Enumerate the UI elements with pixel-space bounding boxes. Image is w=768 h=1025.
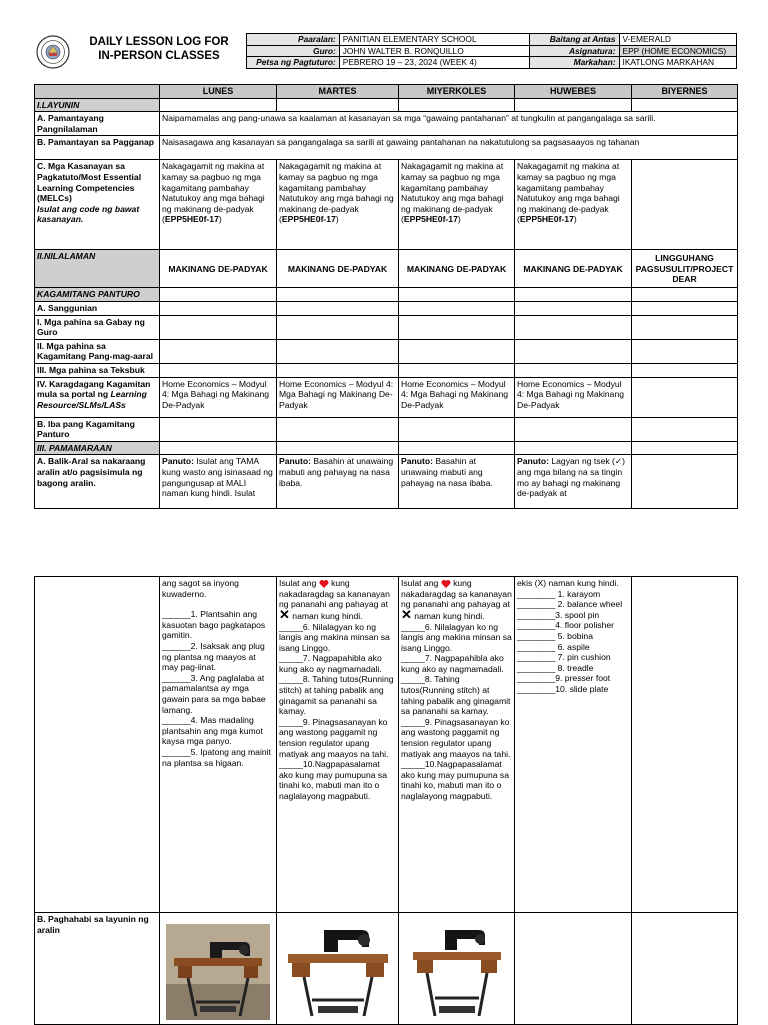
melc-biyernes [632, 160, 738, 250]
panuto-label: Panuto: [401, 456, 433, 467]
melc-text-b-span: Natutukoy ang mga bahagi ng makinang de-padyak ( [279, 193, 394, 225]
paaralan-label: Paaralan: [247, 34, 340, 46]
empty-cell [515, 339, 632, 363]
list-item: ________ 6. aspile [517, 641, 590, 652]
nilalaman-martes: MAKINANG DE-PADYAK [277, 250, 399, 288]
melc-text-b [517, 193, 629, 225]
melc-text-b [279, 193, 396, 225]
list-item: ________ 2. balance wheel [517, 599, 623, 610]
empty-cell [632, 913, 738, 1025]
teksbuk-label: III. Mga pahina sa Teksbuk [35, 363, 160, 377]
nilalaman-biyernes: LINGGUHANG PAGSUSULIT/PROJECT DEAR [632, 250, 738, 288]
empty-cell [277, 301, 399, 315]
layunin-label: I.LAYUNIN [35, 98, 160, 112]
melc-code: EPP5HE0f-17 [281, 214, 336, 225]
pamantayang-label: A. Pamantayang Pangnilalaman [35, 112, 160, 136]
row-pamamaraan [35, 441, 738, 455]
row-kagamitan [35, 288, 738, 302]
empty-cell [632, 288, 738, 302]
empty-cell [632, 577, 738, 913]
list-item: _____10.Nagpapasalamat ako kung may pumupuna sa tinahi ko, mabuti man ito o naglalayong magpabuti. [401, 759, 509, 802]
empty-cell [160, 441, 277, 455]
guro-label: Guro: [247, 45, 340, 57]
empty-cell [160, 98, 277, 112]
list-item: ______3. Ang paglalaba at pamamalantsa ay mga gawain para sa mga babae lamang. [162, 672, 266, 715]
naman-text: naman kung hindi. [292, 610, 363, 621]
empty-cell [632, 417, 738, 441]
melc-code: EPP5HE0f-17 [519, 214, 574, 225]
nilalaman-miyerkoles: MAKINANG DE-PADYAK [399, 250, 515, 288]
markahan-label: Markahan: [529, 57, 619, 69]
empty-cell [160, 339, 277, 363]
panuto-label: Panuto: [279, 456, 311, 467]
deped-seal-icon [36, 35, 70, 69]
row-balik-aral [35, 455, 738, 509]
list-item: _____8. Tahing tutos(Running stitch) at tahing pabalik ang ginagamit sa pananahi sa kamay. [401, 674, 511, 717]
day-huwebes: HUWEBES [515, 85, 632, 99]
activity-lunes [160, 577, 277, 913]
petsa-label: Petsa ng Pagtuturo: [247, 57, 340, 69]
empty-cell [515, 441, 632, 455]
empty-cell [632, 315, 738, 339]
list-item: ________9. presser foot [517, 673, 611, 684]
empty-cell [277, 339, 399, 363]
row-pagganap [35, 136, 738, 160]
document-title [74, 35, 244, 63]
list-item: ______1. Plantsahin ang kasuotan bago pagkatapos gamitin. [162, 609, 266, 641]
sanggunian-label: A. Sanggunian [35, 301, 160, 315]
empty-cell [632, 441, 738, 455]
paghahabi-martes [277, 913, 399, 1025]
naman-text: naman kung hindi. [414, 610, 485, 621]
empty-cell [399, 288, 515, 302]
list-item: ________ 8. treadle [517, 662, 594, 673]
nilalaman-lunes: MAKINANG DE-PADYAK [160, 250, 277, 288]
empty-cell [399, 339, 515, 363]
panuto-text: Basahin at unawaing mabuti ang pahayag na nasa ibaba. [279, 456, 394, 488]
markahan-value: IKATLONG MARKAHAN [619, 57, 737, 69]
heart-icon [319, 579, 329, 589]
isulat-text: Isulat ang [279, 578, 317, 588]
spacer [162, 599, 274, 609]
day-martes: MARTES [277, 85, 399, 99]
empty-cell [515, 98, 632, 112]
x-mark-icon: ✕ [401, 606, 412, 622]
melc-lunes [160, 160, 277, 250]
empty-cell [277, 288, 399, 302]
panuto-label: Panuto: [517, 456, 549, 467]
empty-cell [632, 455, 738, 509]
melc-close: ) [573, 214, 577, 225]
karagdagang-martes: Home Economics – Modyul 4: Mga Bahagi ng Makinang De-Padyak [277, 377, 399, 417]
karagdagang-miyerkoles: Home Economics – Modyul 4: Mga Bahagi ng Makinang De-Padyak [399, 377, 515, 417]
day-biyernes: BIYERNES [632, 85, 738, 99]
row-teksbuk [35, 363, 738, 377]
list-item: ________4. floor polisher [517, 620, 614, 631]
list-item: ________10. slide plate [517, 683, 609, 694]
empty-cell [515, 288, 632, 302]
balik-lunes [160, 455, 277, 509]
list-item: ________ 5. bobina [517, 630, 593, 641]
list-item: _____6. Nilalagyan ko ng langis ang makina minsan sa isang Linggo. [279, 621, 390, 653]
list-item: _____6. Nilalagyan ko ng langis ang makina minsan sa isang Linggo. [401, 621, 512, 653]
melc-close: ) [457, 214, 461, 225]
list-item: ______4. Mas madaling plantsahin ang mga kumot kaysa mga panyo. [162, 715, 263, 747]
pagganap-text: Naisasagawa ang kasanayan sa pangangalaga sa sarili at gawaing pantahanan na nakatutulong sa pagsasaayos ng tahanan [160, 136, 738, 160]
kagamitan-label: KAGAMITANG PANTURO [35, 288, 160, 302]
baitang-label: Baitang at Antas [529, 34, 619, 46]
melc-text-a: Nakagagamit ng makina at kamay sa pagbuo ng mga kagamitang pambahay [517, 161, 620, 193]
melc-text-b-span: Natutukoy ang mga bahagi ng makinang de-padyak ( [517, 193, 620, 225]
karagdagang-label-b: Learning Resource/SLMs/LASs [37, 389, 147, 410]
row-nilalaman [35, 250, 738, 288]
x-mark-icon: ✕ [279, 606, 290, 622]
baitang-value: V-EMERALD [619, 34, 737, 46]
empty-cell [399, 98, 515, 112]
lesson-log-header [34, 33, 737, 71]
melc-miyerkoles [399, 160, 515, 250]
empty-cell [277, 363, 399, 377]
melc-label: C. Mga Kasanayan sa Pagkatuto/Most Essential Learning Competencies (MELCs) [37, 161, 142, 204]
mon-intro: ang sagot sa inyong kuwaderno. [162, 578, 239, 599]
school-info-table [246, 33, 737, 69]
empty-cell [160, 301, 277, 315]
row-paghahabi [35, 913, 738, 1025]
asignatura-label: Asignatura: [529, 45, 619, 57]
melc-text-b-span: Natutukoy ang mga bahagi ng makinang de-padyak ( [401, 193, 504, 225]
empty-cell [632, 98, 738, 112]
melc-close: ) [335, 214, 339, 225]
pamantayang-text: Naipamamalas ang pang-unawa sa kaalaman at kasanayan sa mga “gawaing pantahanan” at tungkulin at pangangalaga sa sarili. [160, 112, 738, 136]
panuto-label: Panuto: [162, 456, 194, 467]
melc-label-cell [35, 160, 160, 250]
melc-martes [277, 160, 399, 250]
list-item: _____7. Nagpapahibla ako kung ako ay nagmamadali. [279, 653, 382, 674]
paaralan-value: PANITIAN ELEMENTARY SCHOOL [339, 34, 529, 46]
melc-text-b-span: Natutukoy ang mga bahagi ng makinang de-padyak ( [162, 193, 265, 225]
balik-huwebes [515, 455, 632, 509]
day-miyerkoles: MIYERKOLES [399, 85, 515, 99]
list-item: _____9. Pinagsasanayan ko ang wastong paggamit ng tension regulator upang matiyak ang maayos na tahi. [279, 716, 389, 759]
heart-icon [441, 579, 451, 589]
paghahabi-miyerkoles [399, 913, 515, 1025]
melc-close: ) [218, 214, 222, 225]
gabay-label: I. Mga pahina sa Gabay ng Guro [35, 315, 160, 339]
karagdagang-huwebes: Home Economics – Modyul 4: Mga Bahagi ng Makinang De-Padyak [515, 377, 632, 417]
asignatura-value: EPP (HOME ECONOMICS) [619, 45, 737, 57]
activity-huwebes [515, 577, 632, 913]
list-item: _____9. Pinagsasanayan ko ang wastong paggamit ng tension regulator upang matiyak ang maayos na tahi. [401, 716, 511, 759]
activity-miyerkoles [399, 577, 515, 913]
kagamitan-pahina-label: II. Mga pahina sa Kagamitang Pang-mag-aaral [35, 339, 160, 363]
empty-cell [399, 417, 515, 441]
kung-text: kung [331, 578, 350, 588]
empty-cell [515, 315, 632, 339]
empty-cell [515, 913, 632, 1025]
paghahabi-label: B. Paghahabi sa layunin ng aralin [35, 913, 160, 1025]
empty-cell [515, 363, 632, 377]
list-item: ______2. Isaksak ang plug ng plantsa ng maayos at may pag-iinat. [162, 640, 265, 673]
activity-martes [277, 577, 399, 913]
pagganap-label: B. Pamantayan sa Pagganap [35, 136, 160, 160]
empty-cell [632, 339, 738, 363]
pamamaraan-label: III. PAMAMARAAN [35, 441, 160, 455]
melc-text-a: Nakagagamit ng makina at kamay sa pagbuo ng mga kagamitang pambahay [162, 161, 265, 193]
paghahabi-lunes [160, 913, 277, 1025]
corner-cell [35, 85, 160, 99]
lesson-plan-table [34, 84, 738, 509]
list-item: ________3. spool pin [517, 609, 600, 620]
row-layunin [35, 98, 738, 112]
empty-cell [35, 577, 160, 913]
melc-text-a: Nakagagamit ng makina at kamay sa pagbuo ng mga kagamitang pambahay [401, 161, 504, 193]
balik-aral-label: A. Balik-Aral sa nakaraang aralin at/o pagsisimula ng bagong aralin. [35, 455, 160, 509]
list-item: ______5. Ipatong ang mainit na plantsa sa higaan. [162, 746, 271, 768]
row-sanggunian [35, 301, 738, 315]
melc-note: Isulat ang code ng bawat kasanayan. [37, 203, 140, 225]
intro-text: nakadaragdag sa kananayan ng pananahi ang pahayag at [401, 588, 512, 610]
karagdagang-label-a: IV. Karagdagang Kagamitan mula sa portal ng [37, 378, 151, 400]
list-item: _____10.Nagpapasalamat ako kung may pumupuna sa tinahi ko, mabuti man ito o naglalayong magpabuti. [279, 759, 387, 802]
empty-cell [277, 98, 399, 112]
tue-intro [279, 578, 396, 622]
isulat-text: Isulat ang [401, 578, 439, 588]
empty-cell [160, 417, 277, 441]
melc-text-a: Nakagagamit ng makina at kamay sa pagbuo ng mga kagamitang pambahay [279, 161, 382, 193]
row-kagamitan-pahina [35, 339, 738, 363]
empty-cell [399, 363, 515, 377]
empty-cell [515, 301, 632, 315]
list-item: _____7. Nagpapahibla ako kung ako ay nagmamadali. [401, 653, 504, 674]
empty-cell [160, 315, 277, 339]
panuto-text: Lagyan ng tsek (✓) ang mga bilang na sa tingin mo ay bahagi ng makinang de-padyak at [517, 456, 625, 499]
empty-cell [160, 288, 277, 302]
empty-cell [277, 315, 399, 339]
empty-cell [160, 363, 277, 377]
row-gabay [35, 315, 738, 339]
karagdagang-label [35, 377, 160, 417]
kung-text: kung [453, 578, 472, 588]
row-iba [35, 417, 738, 441]
day-lunes: LUNES [160, 85, 277, 99]
empty-cell [277, 441, 399, 455]
nilalaman-label: II.NILALAMAN [35, 250, 160, 288]
lesson-plan-table-continued [34, 576, 738, 1025]
row-melc [35, 160, 738, 250]
sewing-machine-image [166, 924, 270, 1020]
melc-text-b [162, 193, 274, 225]
list-item: ________ 1. karayom [517, 588, 601, 599]
melc-code: EPP5HE0f-17 [164, 214, 219, 225]
empty-cell [399, 441, 515, 455]
empty-cell [399, 315, 515, 339]
melc-text-b [401, 193, 512, 225]
empty-cell [632, 301, 738, 315]
empty-cell [632, 377, 738, 417]
petsa-value: PEBRERO 19 – 23, 2024 (WEEK 4) [339, 57, 529, 69]
empty-cell [632, 363, 738, 377]
title-line-2: IN-PERSON CLASSES [98, 50, 220, 62]
balik-martes [277, 455, 399, 509]
guro-value: JOHN WALTER B. RONQUILLO [339, 45, 529, 57]
intro-text: nakadaragdag sa kananayan ng pananahi ang pahayag at [279, 588, 390, 610]
panuto-text: Isulat ang TAMA kung wasto ang isinasaad ng pangungusap at MALI naman kung hindi. Isulat [162, 456, 273, 499]
melc-huwebes [515, 160, 632, 250]
title-line-1: DAILY LESSON LOG FOR [89, 36, 229, 48]
panuto-text: Basahin at unawaing mabuti ang pahayag na nasa ibaba. [401, 456, 493, 488]
sewing-machine-image [407, 924, 507, 1020]
melc-code: EPP5HE0f-17 [403, 214, 458, 225]
empty-cell [277, 417, 399, 441]
empty-cell [515, 417, 632, 441]
karagdagang-lunes: Home Economics – Modyul 4: Mga Bahagi ng Makinang De-Padyak [160, 377, 277, 417]
balik-miyerkoles [399, 455, 515, 509]
empty-cell [399, 301, 515, 315]
row-pamantayang [35, 112, 738, 136]
iba-label: B. Iba pang Kagamitang Panturo [35, 417, 160, 441]
sewing-machine-image [282, 924, 394, 1020]
list-item: ________ 7. pin cushion [517, 652, 611, 663]
day-header-row [35, 85, 738, 99]
nilalaman-huwebes: MAKINANG DE-PADYAK [515, 250, 632, 288]
thu-intro: ekis (X) naman kung hindi. [517, 578, 619, 588]
row-balik-aral-continued [35, 577, 738, 913]
wed-intro [401, 578, 512, 622]
row-karagdagang [35, 377, 738, 417]
list-item: _____8. Tahing tutos(Running stitch) at tahing pabalik ang ginagamit sa pananahi sa kamay. [279, 674, 394, 717]
